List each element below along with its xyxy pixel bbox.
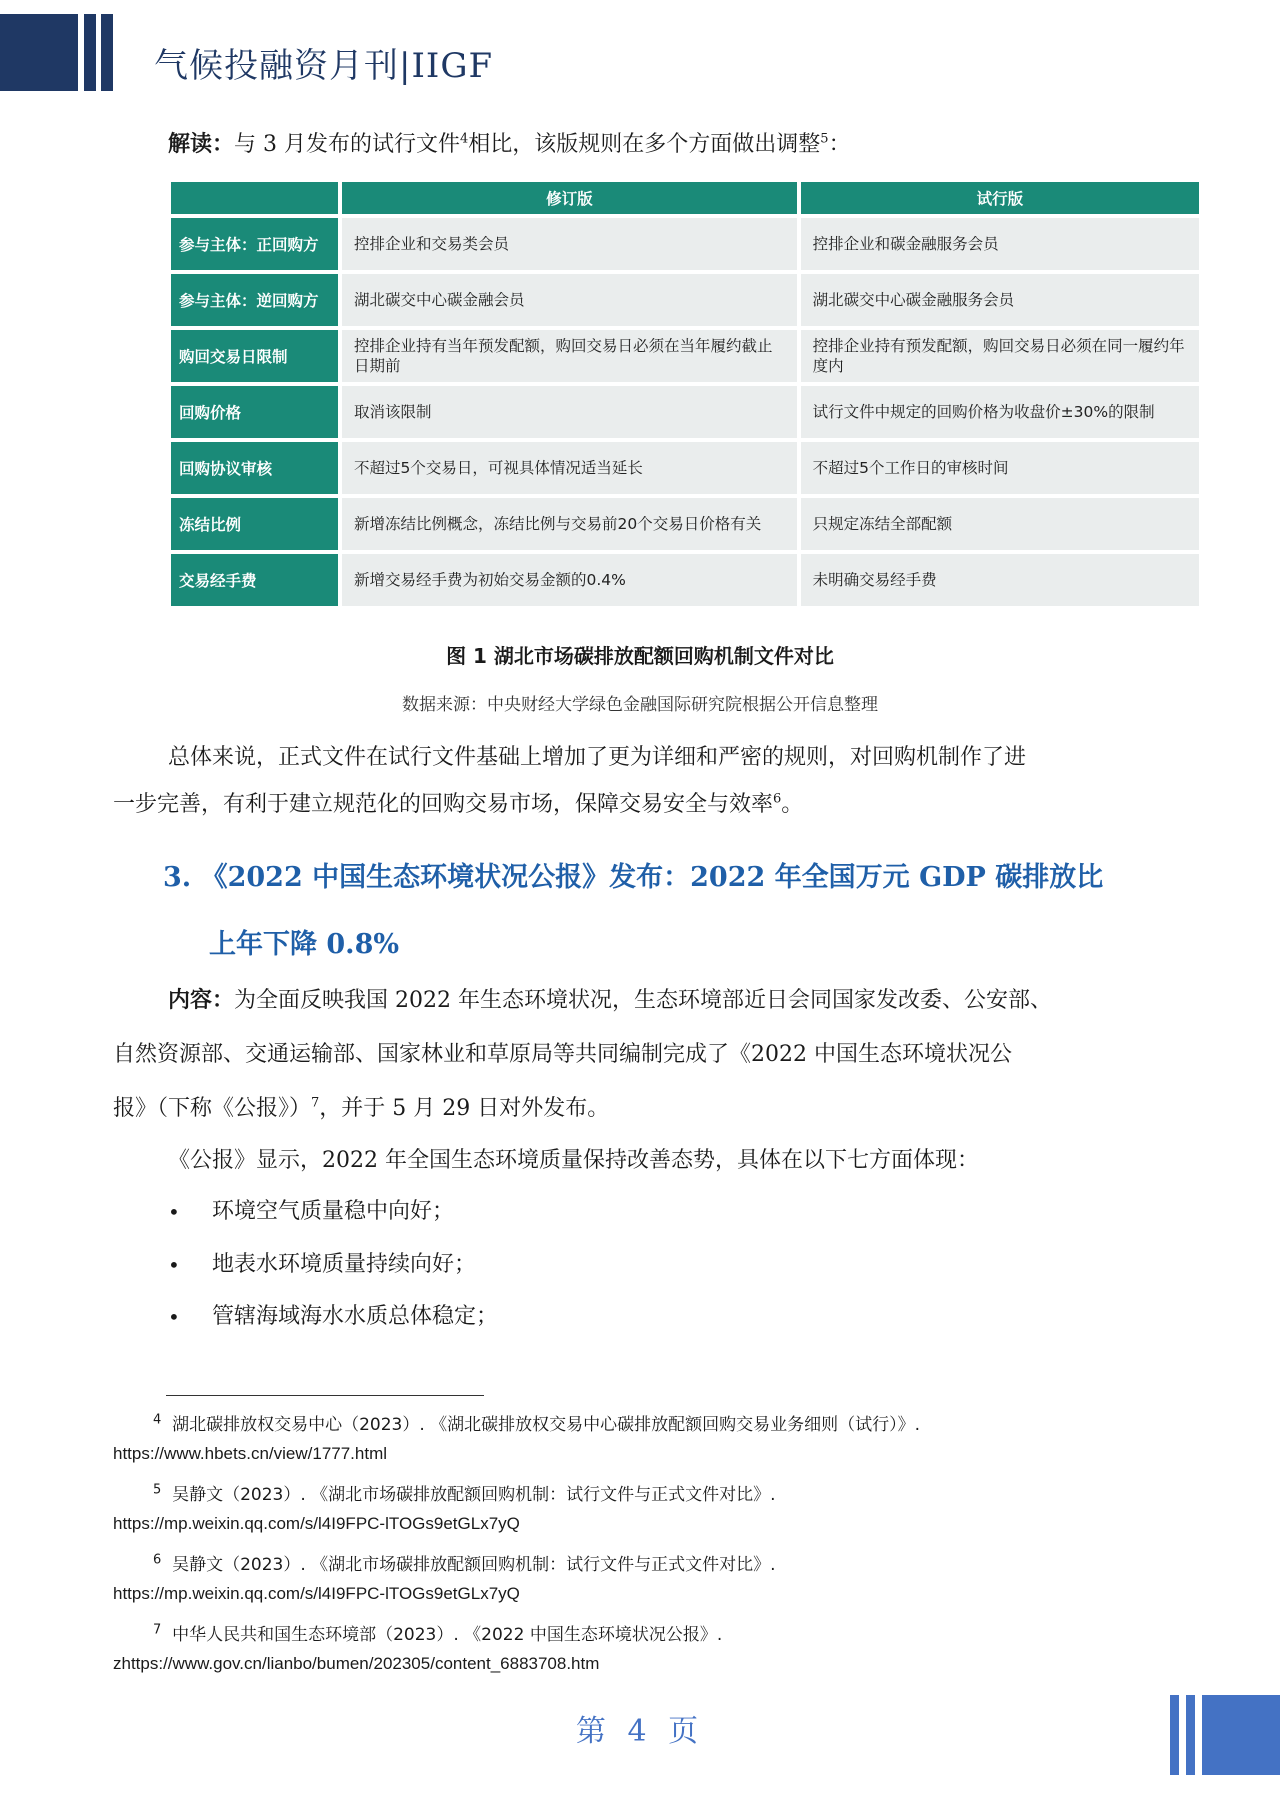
- row-label: 参与主体：正回购方: [171, 218, 338, 270]
- footnote-7: $^7$ 中华人民共和国生态环境部（2023）. 《2022 中国生态环境状况公报》.: [153, 1622, 723, 1645]
- footnote-number: 4: [153, 1412, 162, 1428]
- trial-cell: 试行文件中规定的回购价格为收盘价±30%的限制: [801, 386, 1199, 438]
- section-heading: 3. 《2022 中国生态环境状况公报》发布：2022 年全国万元 GDP 碳排放比: [163, 862, 1104, 893]
- figure-source: 数据来源：中央财经大学绿色金融国际研究院根据公开信息整理: [402, 695, 878, 715]
- footnote-4-url[interactable]: https://www.hbets.cn/view/1777.html: [113, 1444, 388, 1463]
- footnote-ref-5[interactable]: 5: [820, 131, 829, 147]
- content-line-3: 报》（下称《公报》）$^7$，并于 5 月 29 日对外发布。: [113, 1095, 610, 1121]
- footnote-ref-7[interactable]: 7: [311, 1095, 320, 1111]
- footnote-5-url[interactable]: https://mp.weixin.qq.com/s/l4I9FPC-lTOGs9etGLx7yQ: [113, 1514, 520, 1533]
- trial-cell: 湖北碳交中心碳金融服务会员: [801, 274, 1199, 326]
- content-line-2: 自然资源部、交通运输部、国家林业和草原局等共同编制完成了《2022 中国生态环境状况公: [113, 1042, 1012, 1067]
- table-row: [171, 274, 1199, 326]
- row-label: 冻结比例: [171, 498, 338, 550]
- trial-cell: 不超过5个工作日的审核时间: [801, 442, 1199, 494]
- footnote-number: 7: [153, 1622, 162, 1638]
- table-row: [171, 498, 1199, 550]
- bullet-item: 管辖海域海水水质总体稳定；: [212, 1304, 499, 1329]
- table-row: [171, 330, 1199, 382]
- revised-cell: 新增交易经手费为初始交易金额的0.4%: [342, 554, 797, 606]
- column-header-trial: 试行版: [801, 182, 1199, 214]
- trial-cell: 控排企业和碳金融服务会员: [801, 218, 1199, 270]
- content-line-4: 《公报》显示，2022 年全国生态环境质量保持改善态势，具体在以下七方面体现：: [168, 1148, 979, 1173]
- summary-line-1: 总体来说，正式文件在试行文件基础上增加了更为详细和严密的规则，对回购机制作了进: [168, 745, 1027, 770]
- table-header-row: [171, 182, 1199, 214]
- header-logo-bars: [0, 14, 122, 91]
- revised-cell: 控排企业持有当年预发配额，购回交易日必须在当年履约截止日期前: [342, 330, 797, 382]
- page-number: 第 4 页: [575, 1714, 705, 1749]
- comparison-table: [167, 178, 1203, 610]
- revised-cell: 不超过5个交易日，可视具体情况适当延长: [342, 442, 797, 494]
- trial-cell: 只规定冻结全部配额: [801, 498, 1199, 550]
- bullet-item: 环境空气质量稳中向好；: [212, 1199, 455, 1224]
- table-corner-cell: [171, 182, 338, 214]
- table-row: [171, 386, 1199, 438]
- footnote-6-url[interactable]: https://mp.weixin.qq.com/s/l4I9FPC-lTOGs9etGLx7yQ: [113, 1584, 520, 1603]
- footnote-number: 6: [153, 1552, 162, 1568]
- summary-line-2: 一步完善，有利于建立规范化的回购交易市场，保障交易安全与效率$^6$。: [113, 791, 804, 817]
- footnote-5: $^5$ 吴静文（2023）. 《湖北市场碳排放配额回购机制：试行文件与正式文件对比》.: [153, 1482, 776, 1505]
- row-label: 购回交易日限制: [171, 330, 338, 382]
- revised-cell: 湖北碳交中心碳金融会员: [342, 274, 797, 326]
- row-label: 参与主体：逆回购方: [171, 274, 338, 326]
- figure-caption: 图 1 湖北市场碳排放配额回购机制文件对比: [446, 644, 834, 668]
- footer-logo-bars: [1170, 1695, 1280, 1775]
- bullet-dot: •: [168, 1253, 180, 1277]
- footnote-divider: [166, 1395, 484, 1396]
- intro-paragraph: 解读：与 3 月发布的试行文件$^4$相比，该版规则在多个方面做出调整$^5$：: [168, 131, 851, 157]
- footnote-7-url[interactable]: zhttps://www.gov.cn/lianbo/bumen/202305/content_6883708.htm: [113, 1654, 600, 1673]
- intro-label: 解读：: [168, 131, 235, 157]
- footnote-ref-6[interactable]: 6: [773, 791, 782, 807]
- content-line-1: 内容：为全面反映我国 2022 年生态环境状况，生态环境部近日会同国家发改委、公安部、: [168, 987, 1052, 1013]
- table-row: [171, 442, 1199, 494]
- bullet-item: 地表水环境质量持续向好；: [212, 1252, 477, 1277]
- trial-cell: 控排企业持有预发配额，购回交易日必须在同一履约年度内: [801, 330, 1199, 382]
- footnote-ref-4[interactable]: 4: [460, 131, 469, 147]
- revised-cell: 新增冻结比例概念，冻结比例与交易前20个交易日价格有关: [342, 498, 797, 550]
- trial-cell: 未明确交易经手费: [801, 554, 1199, 606]
- table-row: [171, 218, 1199, 270]
- section-heading-continued: 上年下降 0.8%: [209, 929, 400, 960]
- publication-title: 气候投融资月刊|IIGF: [154, 46, 494, 86]
- bullet-dot: •: [168, 1200, 180, 1224]
- bullet-dot: •: [168, 1305, 180, 1329]
- footnote-number: 5: [153, 1482, 162, 1498]
- footnote-4: $^4$ 湖北碳排放权交易中心（2023）. 《湖北碳排放权交易中心碳排放配额回购交易业务细则（试行）》.: [153, 1412, 921, 1435]
- footnote-6: $^6$ 吴静文（2023）. 《湖北市场碳排放配额回购机制：试行文件与正式文件对比》.: [153, 1552, 776, 1575]
- revised-cell: 控排企业和交易类会员: [342, 218, 797, 270]
- table-row: [171, 554, 1199, 606]
- content-label: 内容：: [168, 987, 235, 1013]
- row-label: 回购价格: [171, 386, 338, 438]
- revised-cell: 取消该限制: [342, 386, 797, 438]
- row-label: 回购协议审核: [171, 442, 338, 494]
- row-label: 交易经手费: [171, 554, 338, 606]
- column-header-revised: 修订版: [342, 182, 797, 214]
